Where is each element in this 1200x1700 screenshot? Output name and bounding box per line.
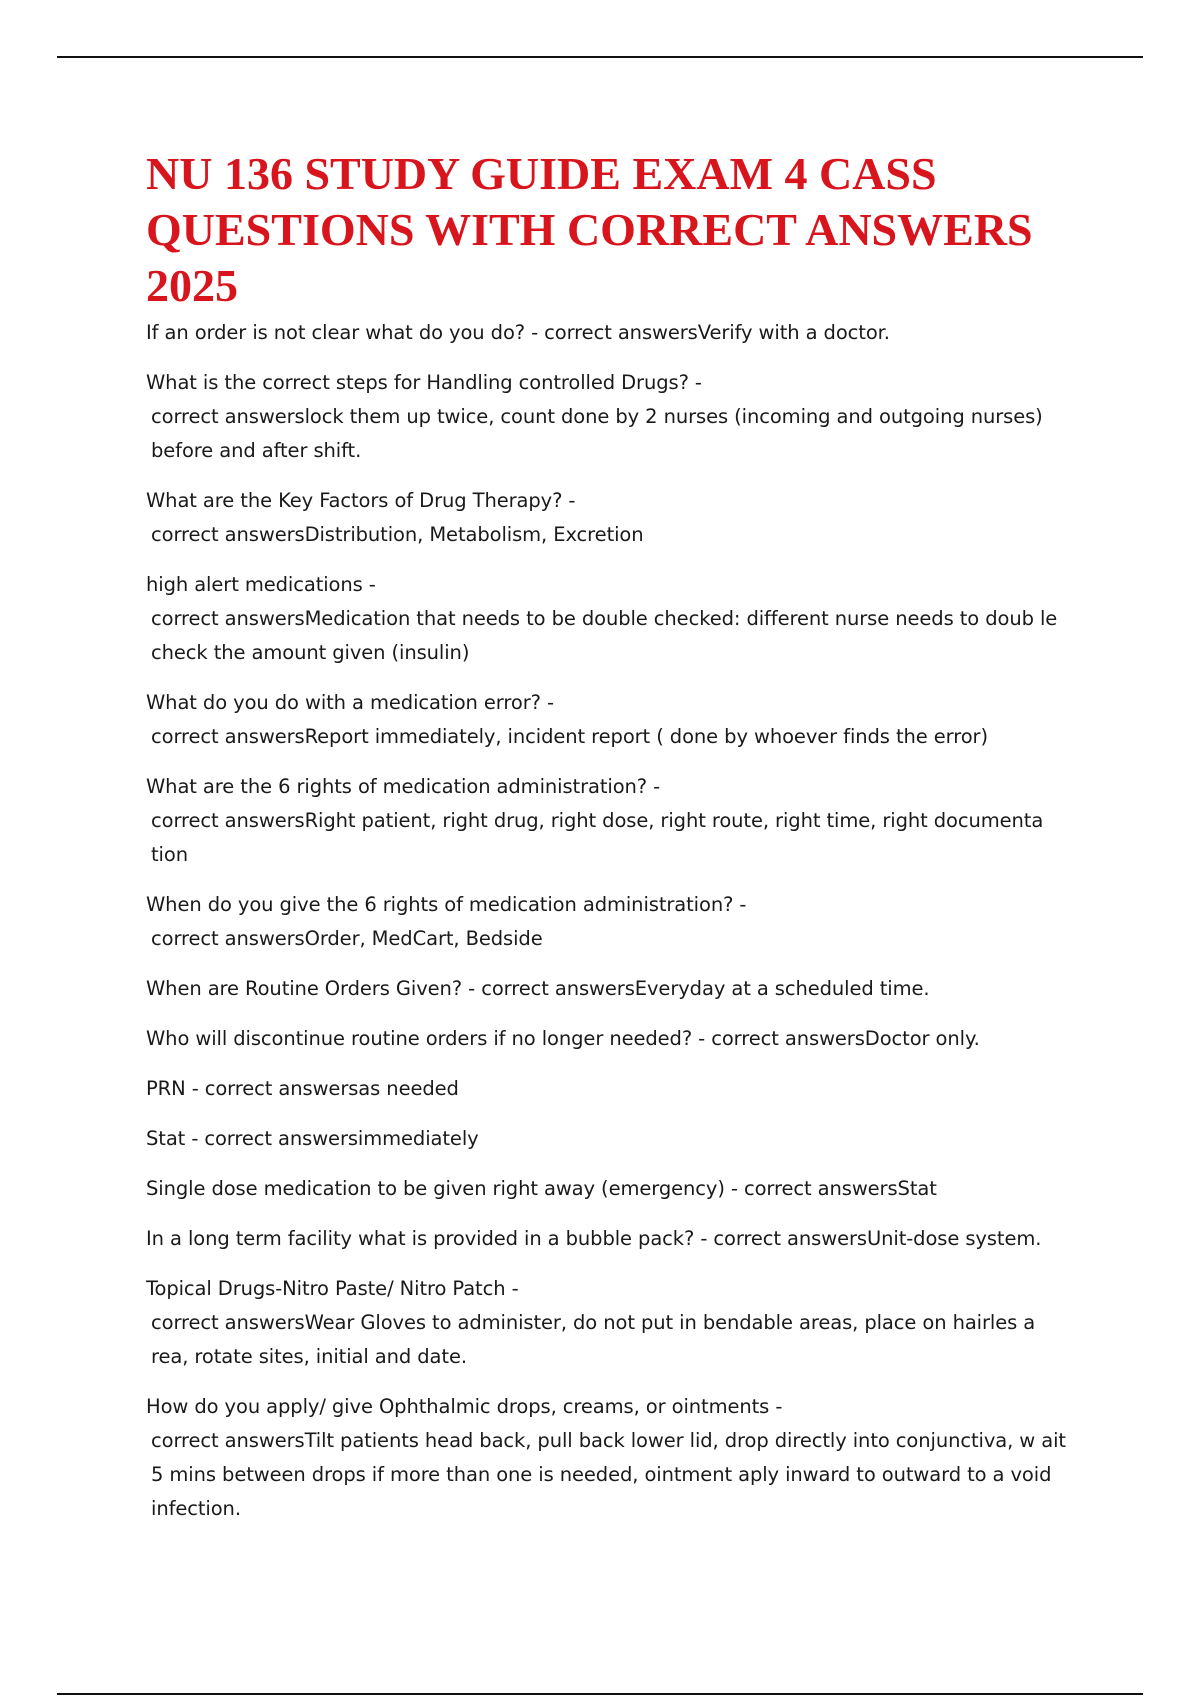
question-text: high alert medications - — [146, 573, 376, 596]
question-text: Who will discontinue routine orders if no longer needed? - — [146, 1027, 712, 1050]
qa-item — [146, 1272, 1066, 1374]
question-text: What are the Key Factors of Drug Therapy? - — [146, 489, 576, 512]
answer-text: correct answersimmediately — [204, 1127, 479, 1150]
answer-text: correct answersEveryday at a scheduled time. — [481, 977, 930, 1000]
qa-item — [146, 484, 1066, 552]
question-text: What are the 6 rights of medication administration? - — [146, 775, 661, 798]
answer-text: correct answersRight patient, right drug, right dose, right route, right time, right documenta tion — [151, 809, 1044, 866]
answer-text: correct answersas needed — [204, 1077, 459, 1100]
answer-text: correct answersOrder, MedCart, Bedside — [151, 927, 543, 950]
bottom-rule — [57, 1693, 1143, 1695]
question-text: What is the correct steps for Handling controlled Drugs? - — [146, 371, 702, 394]
question-text: PRN - — [146, 1077, 205, 1100]
answer-text: correct answersStat — [743, 1177, 937, 1200]
question-text: Stat - — [146, 1127, 205, 1150]
answer-text: correct answersDoctor only. — [711, 1027, 980, 1050]
question-text: Topical Drugs-Nitro Paste/ Nitro Patch - — [146, 1277, 519, 1300]
answer-text: correct answersReport immediately, incident report ( done by whoever finds the error) — [151, 725, 988, 748]
answer-text: correct answersTilt patients head back, pull back lower lid, drop directly into conjunctiva, w ait 5 mins between drops if more than one is needed, ointment aply inward to outward to a void infection. — [151, 1429, 1066, 1520]
question-text: What do you do with a medication error? - — [146, 691, 554, 714]
qa-item — [146, 1172, 1066, 1206]
document-body — [146, 146, 1066, 1542]
answer-text: correct answerslock them up twice, count done by 2 nurses (incoming and outgoing nurses) before and after shift. — [151, 405, 1043, 462]
question-text: When do you give the 6 rights of medication administration? - — [146, 893, 747, 916]
answer-text: correct answersMedication that needs to be double checked: different nurse needs to doub le check the amount given (insulin) — [151, 607, 1058, 664]
answer-text: correct answersUnit-dose system. — [713, 1227, 1042, 1250]
qa-item — [146, 1222, 1066, 1256]
qa-item — [146, 1390, 1066, 1526]
question-text: How do you apply/ give Ophthalmic drops, creams, or ointments - — [146, 1395, 783, 1418]
answer-text: correct answersWear Gloves to administer, do not put in bendable areas, place on hairles a rea, rotate sites, initial and date. — [151, 1311, 1036, 1368]
qa-item — [146, 316, 1066, 350]
qa-item — [146, 770, 1066, 872]
top-rule — [57, 56, 1143, 58]
question-text: In a long term facility what is provided in a bubble pack? - — [146, 1227, 714, 1250]
qa-item — [146, 1022, 1066, 1056]
qa-item — [146, 568, 1066, 670]
qa-item — [146, 972, 1066, 1006]
answer-text: correct answersVerify with a doctor. — [544, 321, 890, 344]
qa-item — [146, 1122, 1066, 1156]
qa-item — [146, 686, 1066, 754]
question-text: If an order is not clear what do you do? - — [146, 321, 545, 344]
qa-item — [146, 888, 1066, 956]
qa-item — [146, 366, 1066, 468]
document-title: NU 136 STUDY GUIDE EXAM 4 CASS QUESTIONS WITH CORRECT ANSWERS 2025 — [146, 148, 1033, 311]
answer-text: correct answersDistribution, Metabolism, Excretion — [151, 523, 644, 546]
qa-item — [146, 1072, 1066, 1106]
question-text: Single dose medication to be given right away (emergency) - — [146, 1177, 744, 1200]
question-text: When are Routine Orders Given? - — [146, 977, 482, 1000]
